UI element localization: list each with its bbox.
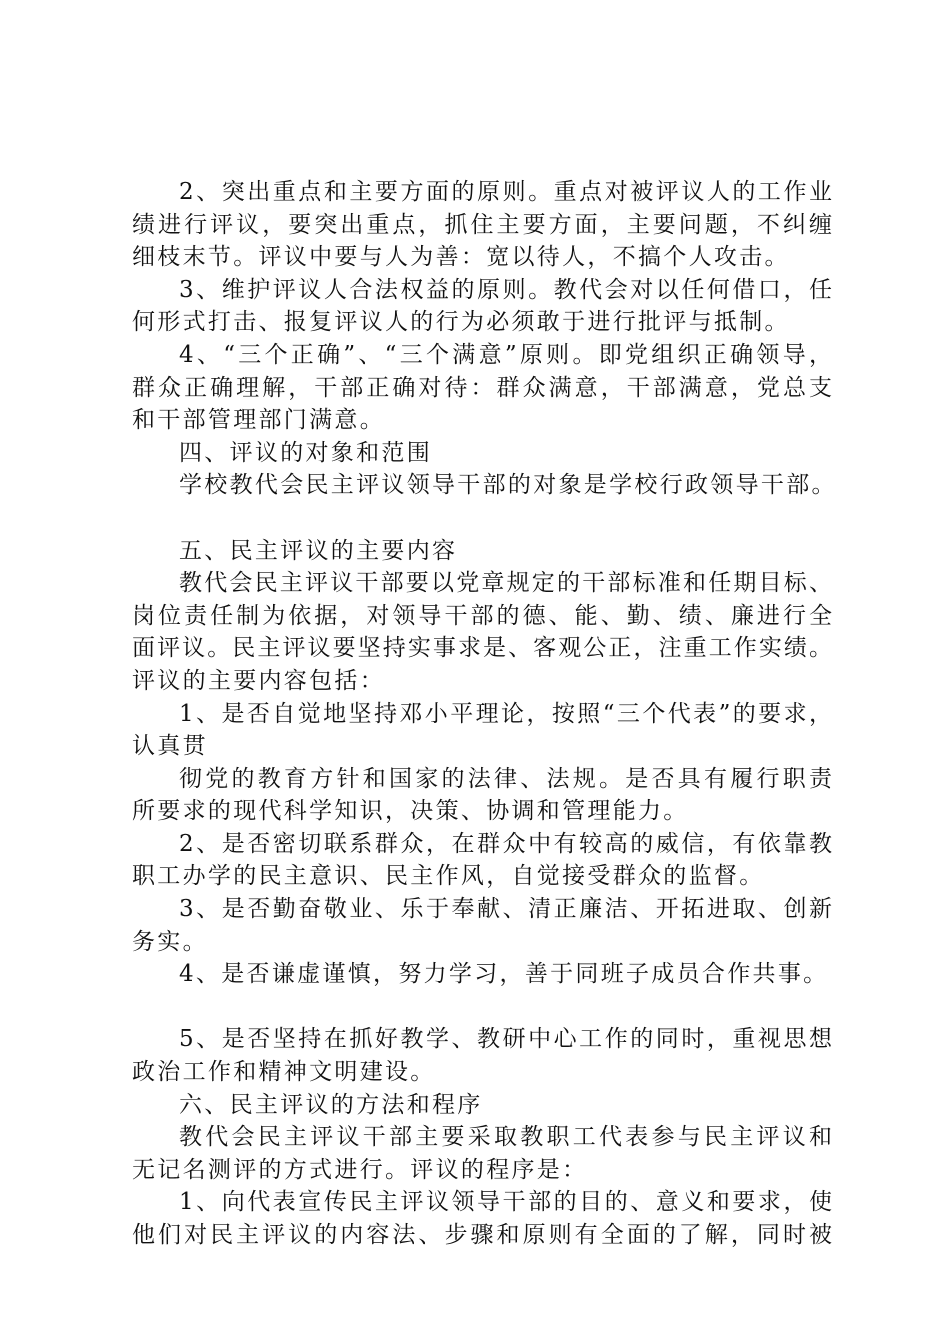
text-line: 政治工作和精神文明建设。 (132, 1059, 436, 1086)
document-body (132, 176, 837, 1252)
text-line: 评议的主要内容包括： (132, 667, 385, 694)
text-line: 2、是否密切联系群众，在群众中有较高的威信，有依靠教 (179, 830, 832, 857)
blank-line (132, 502, 832, 535)
text-line: 4、“三个正确”、“三个满意”原则。即党组织正确领导， (179, 341, 832, 368)
text-line: 细枝末节。评议中要与人为善：宽以待人，不搞个人攻击。 (132, 244, 790, 271)
text-line: 职工办学的民主意识、民主作风，自觉接受群众的监督。 (132, 863, 765, 890)
text-line: 群众正确理解，干部正确对待：群众满意，干部满意，党总支 (132, 374, 832, 401)
text-line: 5、是否坚持在抓好教学、教研中心工作的同时，重视思想 (179, 1026, 832, 1053)
text-line: 2、突出重点和主要方面的原则。重点对被评议人的工作业 (179, 179, 832, 205)
text-line: 教代会民主评议干部要以党章规定的干部标准和任期目标、 (179, 570, 832, 597)
text-line: 务实。 (132, 928, 208, 955)
text-line: 绩进行评议，要突出重点，抓住主要方面，主要问题，不纠缠 (132, 211, 832, 238)
text-line: 认真贯 (132, 733, 208, 760)
text-line: 何形式打击、报复评议人的行为必须敢于进行批评与抵制。 (132, 309, 790, 336)
text-line: 学校教代会民主评议领导干部的对象是学校行政领导干部。 (179, 472, 837, 499)
text-line: 1、是否自觉地坚持邓小平理论，按照“三个代表”的要求， (179, 700, 832, 727)
text-line: 彻党的教育方针和国家的法律、法规。是否具有履行职责 (179, 765, 832, 792)
text-line: 教代会民主评议干部主要采取教职工代表参与民主评议和 (179, 1124, 832, 1151)
text-line: 他们对民主评议的内容法、步骤和原则有全面的了解，同时被 (132, 1222, 832, 1248)
text-line: 无记名测评的方式进行。评议的程序是： (132, 1156, 588, 1183)
text-line: 所要求的现代科学知识，决策、协调和管理能力。 (132, 798, 689, 825)
text-line: 3、是否勤奋敬业、乐于奉献、清正廉洁、开拓进取、创新 (179, 896, 832, 923)
text-line: 1、向代表宣传民主评议领导干部的目的、意义和要求，使 (179, 1189, 832, 1216)
text-line: 和干部管理部门满意。 (132, 407, 385, 434)
blank-line (132, 991, 832, 1024)
text-line: 六、民主评议的方法和程序 (179, 1091, 483, 1118)
text-line: 五、民主评议的主要内容 (179, 537, 458, 564)
text-line: 3、维护评议人合法权益的原则。教代会对以任何借口，任 (179, 276, 832, 303)
text-line: 4、是否谦虚谨慎，努力学习，善于同班子成员合作共事。 (179, 961, 829, 988)
text-line: 面评议。民主评议要坚持实事求是、客观公正，注重工作实绩。 (132, 635, 832, 662)
text-line: 岗位责任制为依据，对领导干部的德、能、勤、绩、廉进行全 (132, 602, 832, 629)
text-line: 四、评议的对象和范围 (179, 439, 432, 466)
